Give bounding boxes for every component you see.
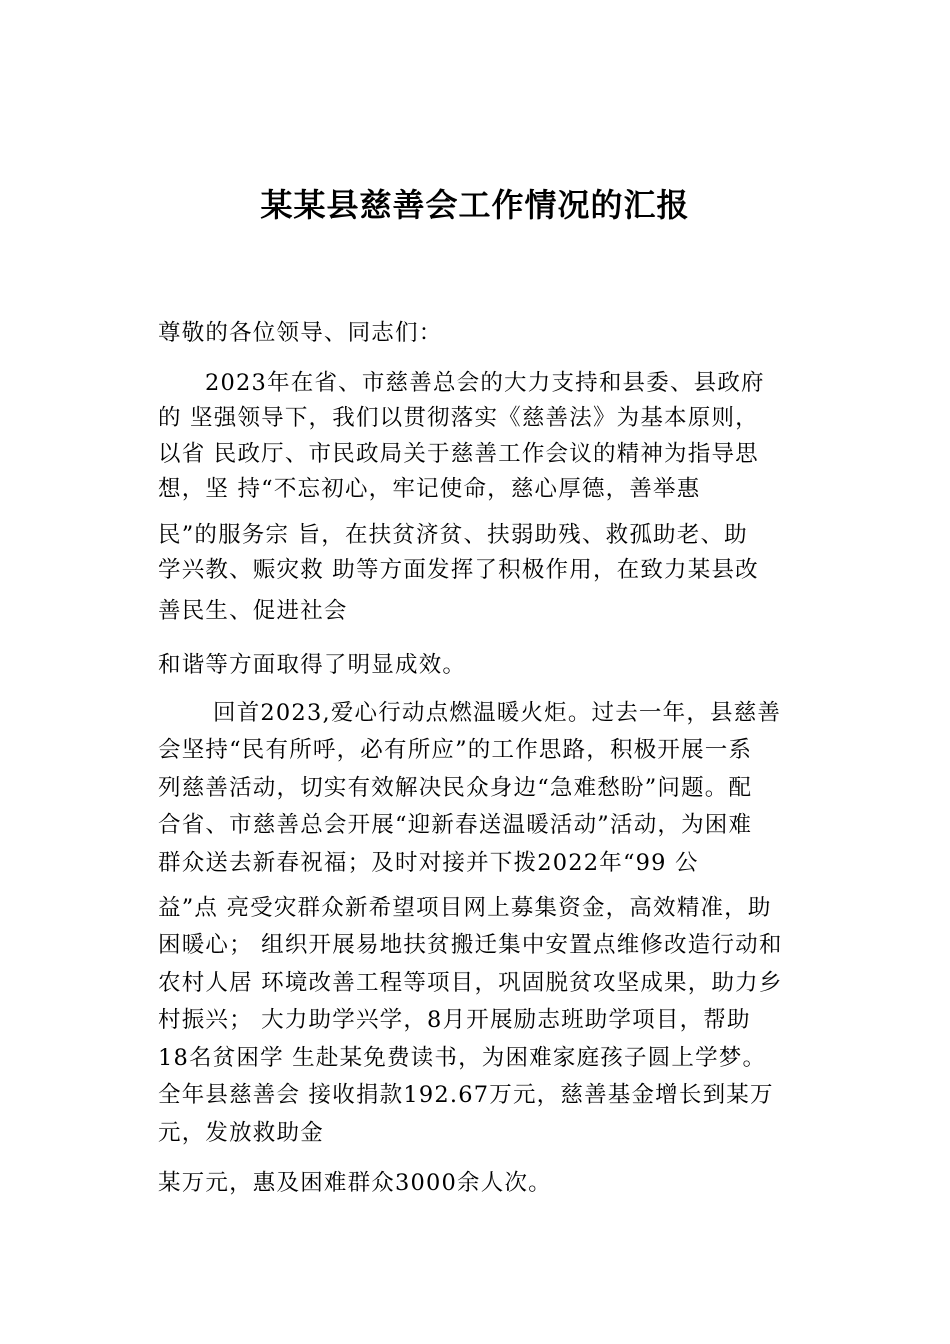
paragraph-2-line-10: 18名贫困学 生赴某免费读书，为困难家庭孩子圆上学梦。 <box>158 1045 767 1071</box>
paragraph-2-line-12: 元，发放救助金 <box>158 1120 324 1146</box>
paragraph-2-line-7: 困暖心； 组织开展易地扶贫搬迁集中安置点维修改造行动和 <box>158 932 783 958</box>
salutation: 尊敬的各位领导、同志们： <box>158 320 443 346</box>
paragraph-2-line-13: 某万元，惠及困难群众3000余人次。 <box>158 1170 552 1196</box>
paragraph-1-line-1: 2023年在省、市慈善总会的大力支持和县委、县政府 <box>205 370 765 396</box>
paragraph-1-line-2: 的 坚强领导下，我们以贯彻落实《慈善法》为基本原则， <box>158 405 759 431</box>
paragraph-1-line-5: 民”的服务宗 旨，在扶贫济贫、扶弱助残、救孤助老、助 <box>158 522 748 548</box>
paragraph-2-line-3: 列慈善活动，切实有效解决民众身边“急难愁盼”问题。配 <box>158 775 753 801</box>
paragraph-2-line-8: 农村人居 环境改善工程等项目，巩固脱贫攻坚成果，助力乡 <box>158 970 783 996</box>
paragraph-1-line-7: 善民生、促进社会 <box>158 598 348 624</box>
paragraph-2-line-9: 村振兴； 大力助学兴学，8月开展励志班助学项目，帮助 <box>158 1007 751 1033</box>
paragraph-1-line-3: 以省 民政厅、市民政局关于慈善工作会议的精神为指导思 <box>158 441 759 467</box>
paragraph-2-line-1: 回首2023,爱心行动点燃温暖火炬。过去一年，县慈善 <box>213 700 782 726</box>
paragraph-2-line-11: 全年县慈善会 接收捐款192.67万元，慈善基金增长到某万 <box>158 1082 774 1108</box>
paragraph-2-line-4: 合省、市慈善总会开展“迎新春送温暖活动”活动，为困难 <box>158 812 753 838</box>
paragraph-1-line-4: 想，坚 持“不忘初心，牢记使命，慈心厚德，善举惠 <box>158 476 701 502</box>
paragraph-2-line-6: 益”点 亮受灾群众新希望项目网上募集资金，高效精准，助 <box>158 895 772 921</box>
paragraph-2-line-2: 会坚持“民有所呼，必有所应”的工作思路，积极开展一系 <box>158 737 753 763</box>
document-title: 某某县慈善会工作情况的汇报 <box>260 186 690 224</box>
paragraph-1-line-6: 学兴教、赈灾救 助等方面发挥了积极作用，在致力某县改 <box>158 557 759 583</box>
paragraph-1-line-8: 和谐等方面取得了明显成效。 <box>158 652 467 678</box>
paragraph-2-line-5: 群众送去新春祝福；及时对接并下拨2022年“99 公 <box>158 850 699 876</box>
